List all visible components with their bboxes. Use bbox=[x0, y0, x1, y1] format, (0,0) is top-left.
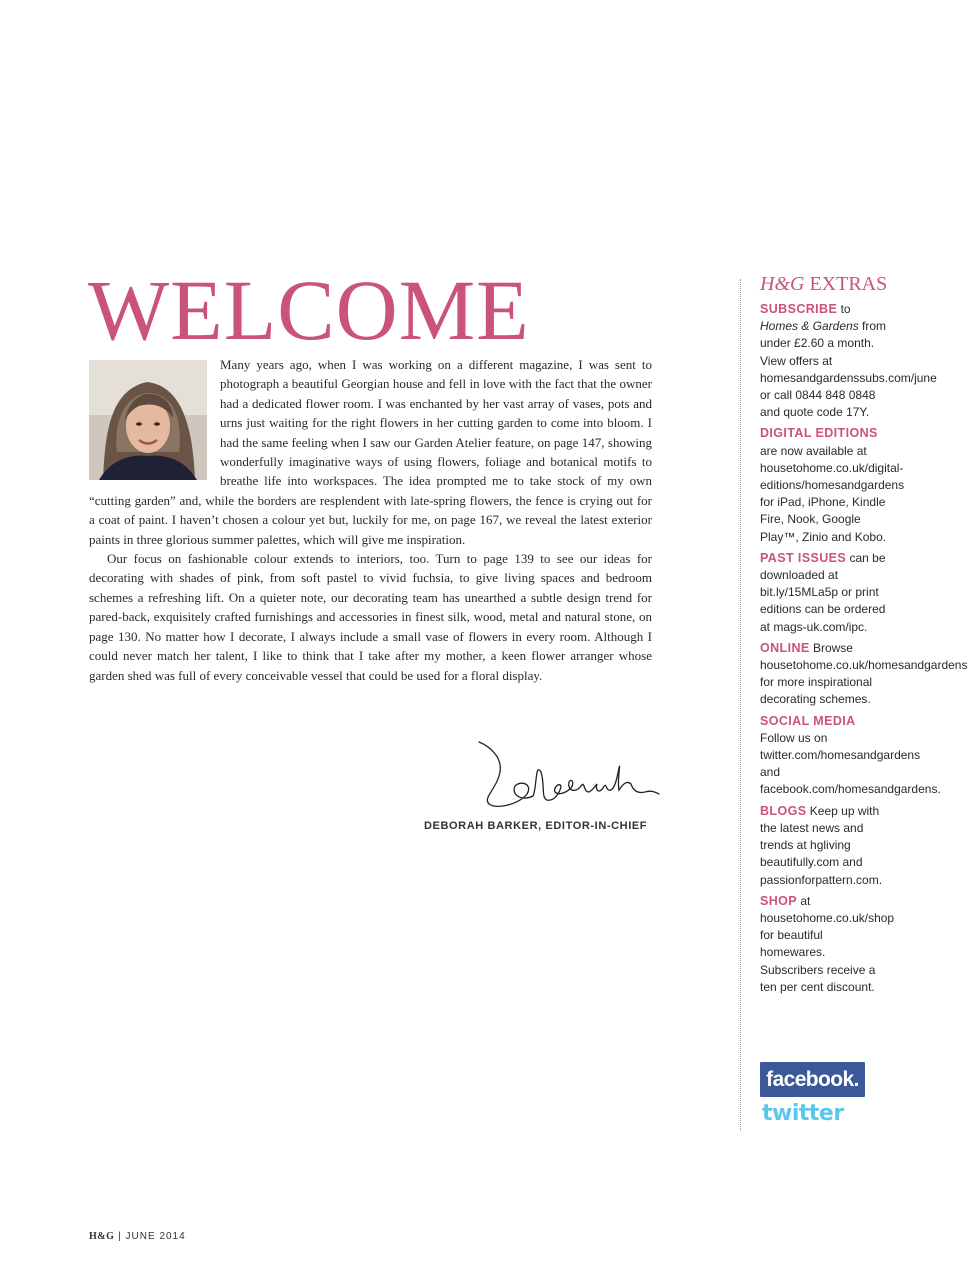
sidebar-divider bbox=[740, 279, 741, 1131]
sidebar-item-head: ONLINE bbox=[760, 640, 810, 655]
sidebar-item-head: DIGITAL EDITIONS bbox=[760, 426, 878, 441]
sidebar-item-text: to bbox=[837, 302, 851, 316]
twitter-logo-link[interactable]: twitter bbox=[762, 1101, 844, 1126]
page-title: WELCOME bbox=[88, 262, 530, 358]
article-paragraph-1: Many years ago, when I was working on a different magazine, I was sent to photograph a beautiful Georgian house and fell in love with the fact that the owner had a dedicated flower room. I was enchanted by her vast array of vases, pots and urns just waiting for the right flowers in her cutting garden to come into bloom. I had the same feeling when I saw our Garden Atelier feature, on page 147, showing wonderfully imaginative ways of using flowers, foliage and botanical motifs to breathe life into workspaces. The idea prompted me to take stock of my own “cutting garden” and, while the borders are resplendent with late-spring flowers, the fence is crying out for a coat of paint. I haven’t chosen a colour yet but, luckily for me, on page 167, we reveal the latest exterior paints in three glorious summer palettes, which will give me inspiration. bbox=[89, 357, 652, 547]
sidebar-item-head: SUBSCRIBE bbox=[760, 302, 838, 316]
editor-credit: DEBORAH BARKER, EDITOR-IN-CHIEF bbox=[424, 820, 648, 832]
sidebar-item-head: PAST ISSUES bbox=[760, 550, 847, 565]
sidebar-item-text: Follow us on twitter.com/homesandgardens and facebook.com/homesandgardens. bbox=[760, 730, 941, 797]
footer-separator: | bbox=[114, 1231, 126, 1242]
sidebar-title bbox=[760, 273, 887, 296]
magazine-name: Homes & Gardens bbox=[760, 319, 859, 334]
facebook-logo-link[interactable]: facebook. bbox=[760, 1062, 865, 1097]
portrait-image bbox=[89, 360, 207, 480]
sidebar-item-text: Browse housetohome.co.uk/homesandgardens for more inspirational decorating schemes. bbox=[760, 640, 968, 707]
sidebar-extras bbox=[760, 301, 968, 1000]
editor-letter bbox=[89, 355, 652, 685]
editor-signature bbox=[475, 732, 665, 816]
sidebar-item-online bbox=[760, 640, 968, 709]
sidebar-item-social-media bbox=[760, 713, 941, 799]
sidebar-item-text: Keep up with the latest news and trends at hgliving beautifully.com and passionforpattern.com. bbox=[760, 803, 883, 887]
sidebar-item-head: BLOGS bbox=[760, 803, 807, 818]
sidebar-item-text: at housetohome.co.uk/shop for beautiful homewares. Subscribers receive a ten per cent discount. bbox=[760, 893, 895, 994]
sidebar-title-brand: H&G bbox=[760, 273, 805, 295]
page-footer bbox=[89, 1231, 186, 1242]
editor-portrait bbox=[89, 360, 207, 480]
sidebar-title-extras: EXTRAS bbox=[804, 273, 888, 295]
sidebar-item-head: SOCIAL MEDIA bbox=[760, 713, 856, 728]
sidebar-item-digital-editions bbox=[760, 425, 905, 545]
sidebar-item-text: from under £2.60 a month. View offers at homesandgardenssubs.com/june or call 0844 848 0848 and quote code 17Y. bbox=[760, 319, 937, 420]
footer-brand: H&G bbox=[89, 1231, 115, 1242]
sidebar-item-head: SHOP bbox=[760, 893, 798, 908]
sidebar-item-blogs bbox=[760, 803, 890, 889]
sidebar-item-subscribe bbox=[760, 301, 937, 421]
article-paragraph-2: Our focus on fashionable colour extends to interiors, too. Turn to page 139 to see our ideas for decorating with shades of pink, from soft pastel to vivid fuchsia, to give living spaces and bedroom schemes a refreshing lift. On a quieter note, our decorating team has unearthed a subtle design trend for pared-back, exquisitely crafted furnishings and accessories in finest silk, wood, metal and natural stone, on page 130. No matter how I decorate, I always include a small vase of flowers in every room. Although I could never match her talent, I like to think that I take after my mother, a keen flower arranger whose garden shed was full of every conceivable vessel that could be used for a floral display. bbox=[89, 551, 652, 683]
sidebar-item-text: can be downloaded at bit.ly/15MLa5p or print editions can be ordered at mags-uk.com/ipc. bbox=[760, 550, 886, 634]
sidebar-item-text: are now available at housetohome.co.uk/digital-editions/homesandgardens for iPad, iPhone, Kindle Fire, Nook, Google Play™, Zinio and Kobo. bbox=[760, 443, 905, 544]
sidebar-item-shop bbox=[760, 893, 895, 996]
footer-issue: JUNE 2014 bbox=[125, 1231, 186, 1242]
sidebar-item-past-issues bbox=[760, 550, 890, 636]
